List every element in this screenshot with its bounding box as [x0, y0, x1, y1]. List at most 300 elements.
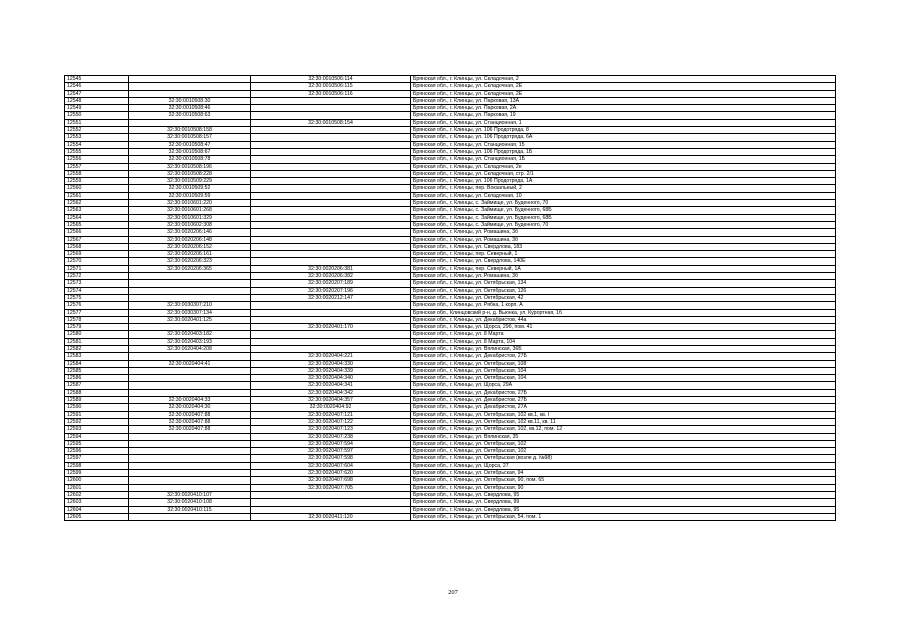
address-cell: Брянская обл., г. Клинцы, ул. Октябрьская, 126	[411, 287, 836, 294]
table-row	[65, 236, 836, 243]
cadastral-number-cell	[129, 76, 251, 83]
object-cadastral-number-cell: 32:30:0020207:196	[251, 287, 411, 294]
row-number-cell: 12598	[65, 462, 129, 469]
table-row	[65, 470, 836, 477]
object-cadastral-number-cell	[251, 221, 411, 228]
object-cadastral-number-cell	[251, 156, 411, 163]
table-row	[65, 141, 836, 148]
row-number-cell: 12578	[65, 316, 129, 323]
object-cadastral-number-cell	[251, 316, 411, 323]
address-cell: Брянская обл., г. Клинцы, ул. Октябрьская, 94	[411, 470, 836, 477]
row-number-cell: 12590	[65, 404, 129, 411]
object-cadastral-number-cell: 32:30:0010506:114	[251, 76, 411, 83]
table-row	[65, 426, 836, 433]
address-cell: Брянская обл., г. Клинцы, ул. Складочная, стр. 2/1	[411, 170, 836, 177]
object-cadastral-number-cell	[251, 251, 411, 258]
address-cell: Брянская обл., г. Клинцы, с. Займище, ул. Буденного, 68Б	[411, 207, 836, 214]
cadastral-number-cell: 32:30:0010508:46	[129, 105, 251, 112]
cadastral-number-cell	[129, 433, 251, 440]
address-cell: Брянская обл., г. Клинцы, с. Займище, ул. Буденного, 70	[411, 200, 836, 207]
object-cadastral-number-cell: 32:30:0020407:122	[251, 418, 411, 425]
cadastral-number-cell	[129, 470, 251, 477]
object-cadastral-number-cell	[251, 200, 411, 207]
row-number-cell: 12556	[65, 156, 129, 163]
row-number-cell: 12549	[65, 105, 129, 112]
row-number-cell: 12552	[65, 127, 129, 134]
cadastral-number-cell: 32:30:0020206:152	[129, 243, 251, 250]
table-row	[65, 345, 836, 352]
row-number-cell: 12591	[65, 411, 129, 418]
row-number-cell: 12596	[65, 448, 129, 455]
cadastral-number-cell	[129, 83, 251, 90]
row-number-cell: 12546	[65, 83, 129, 90]
address-cell: Брянская обл., г. Клинцы, ул. Парковая, 2А	[411, 105, 836, 112]
object-cadastral-number-cell: 32:30:0020401:170	[251, 324, 411, 331]
row-number-cell: 12554	[65, 141, 129, 148]
cadastral-number-cell	[129, 462, 251, 469]
cadastral-number-cell	[129, 455, 251, 462]
object-cadastral-number-cell	[251, 170, 411, 177]
address-cell: Брянская обл., г. Клинцы, ул. Октябрьская, 104	[411, 375, 836, 382]
table-row	[65, 375, 836, 382]
table-row	[65, 105, 836, 112]
object-cadastral-number-cell: 32:30:0020206:382	[251, 273, 411, 280]
address-cell: Брянская обл., г. Клинцы, ул. Складочная, 10	[411, 192, 836, 199]
object-cadastral-number-cell	[251, 229, 411, 236]
cadastral-number-cell: 32:30:0030307:134	[129, 309, 251, 316]
table-row	[65, 265, 836, 272]
row-number-cell: 12577	[65, 309, 129, 316]
table-row	[65, 127, 836, 134]
object-cadastral-number-cell: 32:30:0020404:342	[251, 389, 411, 396]
row-number-cell: 12564	[65, 214, 129, 221]
address-cell: Брянская обл., г. Клинцы, с. Займище, ул. Буденного, 70	[411, 221, 836, 228]
object-cadastral-number-cell: 32:30:0020407:698	[251, 477, 411, 484]
row-number-cell: 12604	[65, 506, 129, 513]
cadastral-number-cell	[129, 382, 251, 389]
cadastral-number-cell: 32:30:0020206:365	[129, 265, 251, 272]
object-cadastral-number-cell: 32:30:0020407:604	[251, 462, 411, 469]
cadastral-number-cell: 32:30:0020403:182	[129, 331, 251, 338]
table-row	[65, 119, 836, 126]
object-cadastral-number-cell: 32:30:0020404:340	[251, 375, 411, 382]
object-cadastral-number-cell	[251, 506, 411, 513]
object-cadastral-number-cell	[251, 236, 411, 243]
cadastral-number-cell: 32:30:0010508:158	[129, 127, 251, 134]
cadastral-number-cell	[129, 375, 251, 382]
address-cell: Брянская обл., г. Клинцы, ул. 8 Марта	[411, 331, 836, 338]
row-number-cell: 12572	[65, 273, 129, 280]
table-row	[65, 367, 836, 374]
address-cell: Брянская обл., г. Клинцы, ул. 8 Марта, 104	[411, 338, 836, 345]
cadastral-number-cell: 32:30:0010508:228	[129, 170, 251, 177]
address-cell: Брянская обл., г. Клинцы, ул. Октябрьская, 102 кв.1, кв. I	[411, 411, 836, 418]
registry-table	[64, 75, 836, 521]
cadastral-number-cell: 32:30:0020206:146	[129, 229, 251, 236]
cadastral-number-cell: 32:30:0010508:78	[129, 156, 251, 163]
table-row	[65, 229, 836, 236]
address-cell: Брянская обл., г. Клинцы, ул. Вялинская, 35	[411, 433, 836, 440]
table-row	[65, 491, 836, 498]
table-row	[65, 382, 836, 389]
row-number-cell: 12569	[65, 251, 129, 258]
table-row	[65, 97, 836, 104]
cadastral-number-cell: 32:30:0020404:30	[129, 404, 251, 411]
address-cell: Брянская обл., г. Клинцы, ул. Щорса, 29А	[411, 382, 836, 389]
address-cell: Брянская обл., г. Клинцы, ул. Декабристов, 44а	[411, 316, 836, 323]
row-number-cell: 12571	[65, 265, 129, 272]
row-number-cell: 12565	[65, 221, 129, 228]
table-row	[65, 331, 836, 338]
table-row	[65, 258, 836, 265]
object-cadastral-number-cell: 32:30:0020407:123	[251, 426, 411, 433]
address-cell: Брянская обл., г. Клинцы, ул. Октябрьская, 104	[411, 367, 836, 374]
cadastral-number-cell: 32:30:0020404:41	[129, 360, 251, 367]
cadastral-number-cell: 32:30:0010508:196	[129, 163, 251, 170]
object-cadastral-number-cell: 32:30:0020404:221	[251, 353, 411, 360]
address-cell: Брянская обл., г. Клинцы, ул. Октябрьская, 42	[411, 294, 836, 301]
address-cell: Брянская обл., г. Клинцы, ул. Свердлова, 95	[411, 491, 836, 498]
cadastral-number-cell: 32:30:0010602:308	[129, 221, 251, 228]
row-number-cell: 12587	[65, 382, 129, 389]
object-cadastral-number-cell: 32:30:0020404:341	[251, 382, 411, 389]
object-cadastral-number-cell	[251, 331, 411, 338]
table-row	[65, 316, 836, 323]
address-cell: Брянская обл., г. Клинцы, с. Займище, ул. Буденного, 68Б	[411, 214, 836, 221]
table-row	[65, 156, 836, 163]
address-cell: Брянская обл., г. Клинцы, ул. Декабристов, 27А	[411, 404, 836, 411]
address-cell: Брянская обл., г. Клинцы, ул. Ромашина, 3б	[411, 236, 836, 243]
table-row	[65, 440, 836, 447]
table-row	[65, 200, 836, 207]
table-row	[65, 170, 836, 177]
address-cell: Брянская обл., г. Клинцы, ул. Ромашина, 3б	[411, 273, 836, 280]
table-row	[65, 221, 836, 228]
row-number-cell: 12605	[65, 513, 129, 520]
row-number-cell: 12575	[65, 294, 129, 301]
object-cadastral-number-cell	[251, 491, 411, 498]
address-cell: Брянская обл., г. Клинцы, ул. Декабристов, 27Б	[411, 389, 836, 396]
table-row	[65, 360, 836, 367]
cadastral-number-cell: 32:30:0010601:268	[129, 207, 251, 214]
table-row	[65, 353, 836, 360]
address-cell: Брянская обл., г. Клинцы, ул. Вялинская, 36Б	[411, 345, 836, 352]
cadastral-number-cell	[129, 367, 251, 374]
row-number-cell: 12599	[65, 470, 129, 477]
row-number-cell: 12545	[65, 76, 129, 83]
row-number-cell: 12582	[65, 345, 129, 352]
cadastral-number-cell: 32:30:0030307:210	[129, 302, 251, 309]
cadastral-number-cell	[129, 119, 251, 126]
table-row	[65, 513, 836, 520]
table-row	[65, 178, 836, 185]
address-cell: Брянская обл., Клинцовский р-н, д. Вьюнка, ул. Курортная, 1б	[411, 309, 836, 316]
row-number-cell: 12579	[65, 324, 129, 331]
table-row	[65, 83, 836, 90]
row-number-cell: 12550	[65, 112, 129, 119]
table-row	[65, 273, 836, 280]
row-number-cell: 12602	[65, 491, 129, 498]
row-number-cell: 12561	[65, 192, 129, 199]
row-number-cell: 12559	[65, 178, 129, 185]
cadastral-number-cell	[129, 90, 251, 97]
table-row	[65, 499, 836, 506]
object-cadastral-number-cell: 32:30:0020404:330	[251, 360, 411, 367]
table-row	[65, 484, 836, 491]
table-row	[65, 76, 836, 83]
table-row	[65, 90, 836, 97]
address-cell: Брянская обл., г. Клинцы, ул. Октябрьская, 134	[411, 280, 836, 287]
cadastral-number-cell: 32:30:0020404:33	[129, 397, 251, 404]
cadastral-number-cell: 32:30:0020407:88	[129, 411, 251, 418]
address-cell: Брянская обл., г. Клинцы, ул. Октябрьская, 102	[411, 448, 836, 455]
address-cell: Брянская обл., г. Клинцы, ул. Складочная, 2	[411, 76, 836, 83]
row-number-cell: 12553	[65, 134, 129, 141]
cadastral-number-cell	[129, 477, 251, 484]
table-row	[65, 477, 836, 484]
address-cell: Брянская обл., г. Клинцы, ул. Станционная, 15	[411, 141, 836, 148]
address-cell: Брянская обл., г. Клинцы, ул. Октябрьская, 54, пом. 1	[411, 513, 836, 520]
row-number-cell: 12589	[65, 397, 129, 404]
address-cell: Брянская обл., г. Клинцы, ул. Декабристов, 27Б	[411, 397, 836, 404]
page-number: 207	[448, 589, 458, 596]
object-cadastral-number-cell	[251, 258, 411, 265]
cadastral-number-cell	[129, 484, 251, 491]
row-number-cell: 12562	[65, 200, 129, 207]
cadastral-number-cell	[129, 324, 251, 331]
row-number-cell: 12593	[65, 426, 129, 433]
table-row	[65, 411, 836, 418]
cadastral-number-cell	[129, 280, 251, 287]
table-row	[65, 397, 836, 404]
address-cell: Брянская обл., г. Клинцы, ул. Свердлова, 140Е	[411, 258, 836, 265]
address-cell: Брянская обл., г. Клинцы, ул. Станционная, 1	[411, 119, 836, 126]
row-number-cell: 12601	[65, 484, 129, 491]
cadastral-number-cell: 32:30:0020404:208	[129, 345, 251, 352]
table-row	[65, 192, 836, 199]
object-cadastral-number-cell	[251, 141, 411, 148]
row-number-cell: 12560	[65, 185, 129, 192]
object-cadastral-number-cell	[251, 185, 411, 192]
object-cadastral-number-cell	[251, 97, 411, 104]
cadastral-number-cell	[129, 389, 251, 396]
object-cadastral-number-cell: 32:30:0020206:381	[251, 265, 411, 272]
cadastral-number-cell: 32:30:0020206:323	[129, 258, 251, 265]
object-cadastral-number-cell	[251, 127, 411, 134]
object-cadastral-number-cell: 32:30:0020404:339	[251, 367, 411, 374]
cadastral-number-cell	[129, 448, 251, 455]
table-row	[65, 294, 836, 301]
cadastral-number-cell: 32:30:0020206:161	[129, 251, 251, 258]
object-cadastral-number-cell	[251, 134, 411, 141]
cadastral-number-cell: 32:30:0010508:63	[129, 112, 251, 119]
object-cadastral-number-cell: 32:30:0020407:597	[251, 448, 411, 455]
cadastral-number-cell: 32:30:0020410:115	[129, 506, 251, 513]
table-row	[65, 214, 836, 221]
address-cell: Брянская обл., г. Клинцы, ул. Декабристов, 27Б	[411, 353, 836, 360]
cadastral-number-cell: 32:30:0020206:148	[129, 236, 251, 243]
table-row	[65, 287, 836, 294]
cadastral-number-cell: 32:30:0020401:125	[129, 316, 251, 323]
object-cadastral-number-cell	[251, 148, 411, 155]
row-number-cell: 12600	[65, 477, 129, 484]
cadastral-number-cell	[129, 294, 251, 301]
row-number-cell: 12573	[65, 280, 129, 287]
address-cell: Брянская обл., г. Клинцы, ул. Складочная, 2Е	[411, 90, 836, 97]
object-cadastral-number-cell: 32:30:0020407:594	[251, 440, 411, 447]
table-row	[65, 448, 836, 455]
cadastral-number-cell: 32:30:0010508:47	[129, 141, 251, 148]
cadastral-number-cell: 32:30:0010601:329	[129, 214, 251, 221]
object-cadastral-number-cell: 32:30:0010506:115	[251, 83, 411, 90]
cadastral-number-cell: 32:30:0010508:157	[129, 134, 251, 141]
document-sheet	[64, 75, 835, 521]
table-row	[65, 280, 836, 287]
row-number-cell: 12585	[65, 367, 129, 374]
address-cell: Брянская обл., г. Клинцы, пер. Северный, 1А	[411, 265, 836, 272]
row-number-cell: 12570	[65, 258, 129, 265]
cadastral-number-cell: 32:30:0020403:193	[129, 338, 251, 345]
table-row	[65, 134, 836, 141]
cadastral-number-cell	[129, 513, 251, 520]
address-cell: Брянская обл., г. Клинцы, ул. Свердлова, 183	[411, 243, 836, 250]
address-cell: Брянская обл., г. Клинцы, ул. Свердлова, 99	[411, 499, 836, 506]
object-cadastral-number-cell	[251, 345, 411, 352]
address-cell: Брянская обл., г. Клинцы, ул. Октябрьская, 108	[411, 360, 836, 367]
address-cell: Брянская обл., г. Клинцы, ул. 106 Продотряда, 8	[411, 127, 836, 134]
address-cell: Брянская обл., г. Клинцы, ул. Октябрьская, 90, пом. 65	[411, 477, 836, 484]
address-cell: Брянская обл., г. Клинцы, пер. Вокзальный, 2	[411, 185, 836, 192]
table-row	[65, 418, 836, 425]
address-cell: Брянская обл., г. Клинцы, ул. Октябрьская, 102	[411, 440, 836, 447]
row-number-cell: 12557	[65, 163, 129, 170]
row-number-cell: 12576	[65, 302, 129, 309]
object-cadastral-number-cell: 32:30:0020212:147	[251, 294, 411, 301]
object-cadastral-number-cell: 32:30:0020407:598	[251, 455, 411, 462]
address-cell: Брянская обл., г. Клинцы, ул. Парковая, 13А	[411, 97, 836, 104]
address-cell: Брянская обл., г. Клинцы, ул. Октябрьская, 102, кв.12, пом. 12	[411, 426, 836, 433]
row-number-cell: 12583	[65, 353, 129, 360]
object-cadastral-number-cell: 32:30:0020407:121	[251, 411, 411, 418]
address-cell: Брянская обл., г. Клинцы, ул. Ромашина, 3б	[411, 229, 836, 236]
address-cell: Брянская обл., г. Клинцы, ул. Щорса, 29б, пом. 41	[411, 324, 836, 331]
row-number-cell: 12586	[65, 375, 129, 382]
table-row	[65, 302, 836, 309]
registry-table-body	[65, 76, 836, 521]
address-cell: Брянская обл., г. Клинцы, ул. Рябка, 1 корп. А	[411, 302, 836, 309]
row-number-cell: 12592	[65, 418, 129, 425]
address-cell: Брянская обл., г. Клинцы, ул. Октябрьская, 102 кв.11, кв. 11	[411, 418, 836, 425]
object-cadastral-number-cell: 32:30:0010506:116	[251, 90, 411, 97]
object-cadastral-number-cell: 32:30:0010508:154	[251, 119, 411, 126]
cadastral-number-cell	[129, 440, 251, 447]
object-cadastral-number-cell: 32:30:0020411:120	[251, 513, 411, 520]
row-number-cell: 12584	[65, 360, 129, 367]
table-row	[65, 389, 836, 396]
table-row	[65, 148, 836, 155]
row-number-cell: 12547	[65, 90, 129, 97]
row-number-cell: 12551	[65, 119, 129, 126]
object-cadastral-number-cell	[251, 163, 411, 170]
cadastral-number-cell: 32:30:0010508:67	[129, 148, 251, 155]
address-cell: Брянская обл., г. Клинцы, ул. 106 Продотряда, 1А	[411, 178, 836, 185]
row-number-cell: 12567	[65, 236, 129, 243]
row-number-cell: 12574	[65, 287, 129, 294]
object-cadastral-number-cell	[251, 192, 411, 199]
cadastral-number-cell: 32:30:0010509:229	[129, 178, 251, 185]
address-cell: Брянская обл., г. Клинцы, ул. Щорса, 27	[411, 462, 836, 469]
object-cadastral-number-cell: 32:30:0020407:238	[251, 433, 411, 440]
address-cell: Брянская обл., г. Клинцы, ул. Станционная, 1Б	[411, 156, 836, 163]
table-row	[65, 112, 836, 119]
row-number-cell: 12594	[65, 433, 129, 440]
table-row	[65, 338, 836, 345]
table-row	[65, 163, 836, 170]
row-number-cell: 12588	[65, 389, 129, 396]
address-cell: Брянская обл., г. Клинцы, ул. Свердлова, 95	[411, 506, 836, 513]
table-row	[65, 207, 836, 214]
row-number-cell: 12563	[65, 207, 129, 214]
object-cadastral-number-cell	[251, 499, 411, 506]
table-row	[65, 251, 836, 258]
row-number-cell: 12548	[65, 97, 129, 104]
table-row	[65, 309, 836, 316]
row-number-cell: 12558	[65, 170, 129, 177]
address-cell: Брянская обл., г. Клинцы, ул. 106 Продотряда, 1Б	[411, 148, 836, 155]
object-cadastral-number-cell	[251, 302, 411, 309]
object-cadastral-number-cell	[251, 112, 411, 119]
address-cell: Брянская обл., г. Клинцы, ул. Октябрьская, 90	[411, 484, 836, 491]
address-cell: Брянская обл., г. Клинцы, ул. Парковая, 19	[411, 112, 836, 119]
row-number-cell: 12555	[65, 148, 129, 155]
cadastral-number-cell: 32:30:0020407:88	[129, 418, 251, 425]
table-row	[65, 404, 836, 411]
table-row	[65, 433, 836, 440]
cadastral-number-cell	[129, 353, 251, 360]
cadastral-number-cell: 32:30:0010509:59	[129, 192, 251, 199]
object-cadastral-number-cell: 32:30:0020207:189	[251, 280, 411, 287]
object-cadastral-number-cell	[251, 105, 411, 112]
row-number-cell: 12568	[65, 243, 129, 250]
address-cell: Брянская обл., г. Клинцы, ул. 106 Продотряда, 6А	[411, 134, 836, 141]
table-row	[65, 506, 836, 513]
table-row	[65, 455, 836, 462]
row-number-cell: 12566	[65, 229, 129, 236]
address-cell: Брянская обл., г. Клинцы, ул. Складочная, 2Е	[411, 83, 836, 90]
object-cadastral-number-cell: 32:30:0020407:620	[251, 470, 411, 477]
cadastral-number-cell: 32:30:0010509:52	[129, 185, 251, 192]
cadastral-number-cell: 32:30:0010508:30	[129, 97, 251, 104]
table-row	[65, 185, 836, 192]
object-cadastral-number-cell	[251, 309, 411, 316]
object-cadastral-number-cell	[251, 178, 411, 185]
row-number-cell: 12595	[65, 440, 129, 447]
cadastral-number-cell: 32:30:0020410:107	[129, 491, 251, 498]
row-number-cell: 12597	[65, 455, 129, 462]
cadastral-number-cell: 32:30:0020410:108	[129, 499, 251, 506]
row-number-cell: 12581	[65, 338, 129, 345]
cadastral-number-cell	[129, 287, 251, 294]
table-row	[65, 324, 836, 331]
row-number-cell: 12603	[65, 499, 129, 506]
table-row	[65, 243, 836, 250]
cadastral-number-cell: 32:30:0010601:220	[129, 200, 251, 207]
address-cell: Брянская обл., г. Клинцы, ул. Октябрьская (возле д. №98)	[411, 455, 836, 462]
object-cadastral-number-cell: 32:30:0020407:705	[251, 484, 411, 491]
table-row	[65, 462, 836, 469]
address-cell: Брянская обл., г. Клинцы, пер. Северный, 1	[411, 251, 836, 258]
object-cadastral-number-cell: 32:30:0020404:92	[251, 404, 411, 411]
